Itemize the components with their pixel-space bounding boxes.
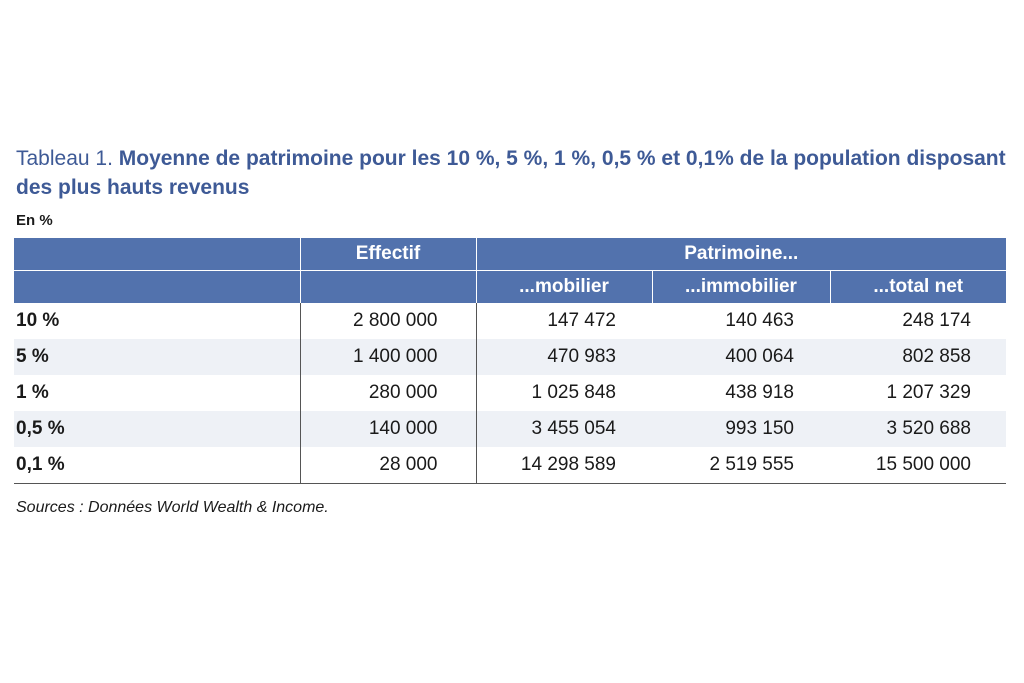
header-blank-2 bbox=[14, 271, 300, 304]
table-row bbox=[14, 375, 1006, 411]
cell-immobilier: 140 463 bbox=[725, 310, 794, 331]
unit-label: En % bbox=[16, 212, 53, 229]
cell-total: 802 858 bbox=[830, 339, 1006, 375]
cell-total: 3 520 688 bbox=[830, 411, 1006, 447]
header-immobilier: ...immobilier bbox=[652, 271, 830, 304]
cell-immobilier: 993 150 bbox=[652, 411, 830, 447]
cell-total: 248 174 bbox=[902, 310, 971, 331]
table-row bbox=[14, 303, 1006, 339]
cell-mobilier: 470 983 bbox=[476, 339, 652, 375]
table-title-prefix: Tableau 1. bbox=[16, 147, 119, 170]
row-label: 0,5 % bbox=[14, 411, 300, 447]
header-effectif-blank bbox=[300, 271, 476, 304]
cell-mobilier: 147 472 bbox=[547, 310, 616, 331]
header-row-2 bbox=[14, 271, 1006, 304]
table-title bbox=[16, 144, 1016, 202]
row-label: 10 % bbox=[16, 310, 60, 331]
table-title-main: Moyenne de patrimoine pour les 10 %, 5 %, 1 %, 0,5 % et 0,1% de la population disposant des plus hauts revenus bbox=[16, 147, 1006, 199]
header-total: ...total net bbox=[830, 271, 1006, 304]
cell-immobilier: 400 064 bbox=[652, 339, 830, 375]
header-effectif: Effectif bbox=[300, 238, 476, 271]
cell-effectif: 1 400 000 bbox=[300, 339, 476, 375]
row-label: 0,1 % bbox=[14, 447, 300, 484]
cell-total: 15 500 000 bbox=[830, 447, 1006, 484]
table-row bbox=[14, 447, 1006, 484]
cell-mobilier: 14 298 589 bbox=[476, 447, 652, 484]
header-patrimoine: Patrimoine... bbox=[476, 238, 1006, 271]
cell-mobilier: 3 455 054 bbox=[476, 411, 652, 447]
cell-mobilier: 1 025 848 bbox=[531, 382, 616, 403]
cell-effectif: 280 000 bbox=[300, 375, 476, 411]
cell-effectif: 2 800 000 bbox=[300, 303, 476, 339]
source-note: Sources : Données World Wealth & Income. bbox=[16, 499, 329, 516]
cell-immobilier: 2 519 555 bbox=[652, 447, 830, 484]
cell-total: 1 207 329 bbox=[886, 382, 971, 403]
cell-effectif: 140 000 bbox=[300, 411, 476, 447]
cell-effectif: 28 000 bbox=[300, 447, 476, 484]
header-mobilier: ...mobilier bbox=[476, 271, 652, 304]
header-blank bbox=[14, 238, 300, 271]
table-row bbox=[14, 411, 1006, 447]
header-row-1 bbox=[14, 238, 1006, 271]
row-label: 5 % bbox=[14, 339, 300, 375]
table-row bbox=[14, 339, 1006, 375]
cell-immobilier: 438 918 bbox=[725, 382, 794, 403]
wealth-table bbox=[14, 238, 1006, 484]
row-label: 1 % bbox=[16, 382, 49, 403]
